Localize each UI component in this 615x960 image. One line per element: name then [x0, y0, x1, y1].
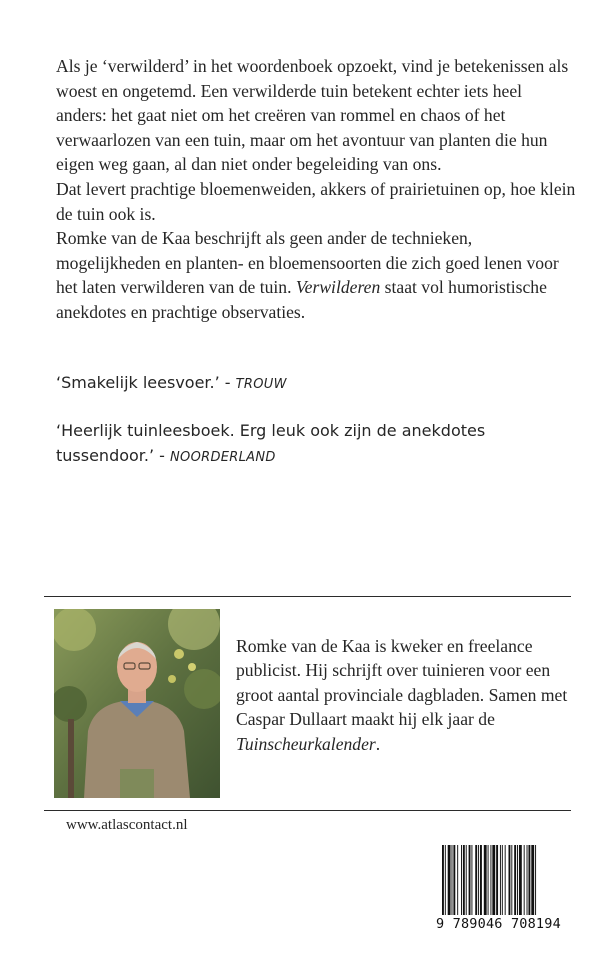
quote-text: ‘Smakelijk leesvoer.’ - [56, 373, 236, 392]
press-quote-trouw [56, 370, 576, 397]
blurb-paragraph-3 [56, 226, 576, 324]
press-quote-noorderland [56, 418, 576, 470]
bio-text: Romke van de Kaa is kweker en freelance publicist. Hij schrijft over tuinieren voor een groot aantal provinciale dagbladen. Samen met Caspar Dullaart maakt hij elk jaar de [236, 636, 568, 730]
quote-text: ‘Heerlijk tuinleesboek. Erg leuk ook zijn de anekdotes tussendoor.’ - [56, 421, 486, 465]
bio-text: . [375, 733, 381, 754]
divider-bottom [44, 810, 571, 811]
book-title: Verwilderen [295, 277, 381, 298]
publisher-website: www.atlascontact.nl [66, 817, 188, 833]
quote-source: TROUW [235, 377, 287, 392]
blurb-paragraph-2: Dat levert prachtige bloemenweiden, akkers of prairietuinen op, hoe klein de tuin ook is. [56, 178, 576, 224]
author-photo [54, 609, 220, 798]
calendar-title: Tuinscheurkalender [236, 733, 376, 754]
quote-source: NOORDERLAND [170, 450, 276, 465]
back-cover-blurb [56, 54, 576, 325]
bio-paragraph [236, 634, 581, 756]
author-bio [236, 634, 581, 756]
blurb-paragraph-1: Als je ‘verwilderd’ in het woordenboek opzoekt, vind je betekenissen als woest en ongetemd. Een verwilderde tuin betekent echter iets heel anders: het gaat niet om het creëren van rommel en chaos of het verwaarlozen van een tuin, maar om het avontuur van planten die hun eigen weg gaan, al dan niet onder begeleiding van ons. [56, 56, 569, 175]
blurb-text: staat vol humoristische anekdotes en prachtige observaties. [56, 277, 547, 322]
divider-top [44, 596, 571, 597]
press-quotes [56, 370, 576, 491]
blurb-text: Romke van de Kaa beschrijft als geen ander de technieken, mogelijkheden en planten- en bloemensoorten die zich goed lenen voor het laten verwilderen van de tuin. [56, 228, 559, 298]
barcode-digits: 9 789046 708194 [436, 916, 561, 932]
